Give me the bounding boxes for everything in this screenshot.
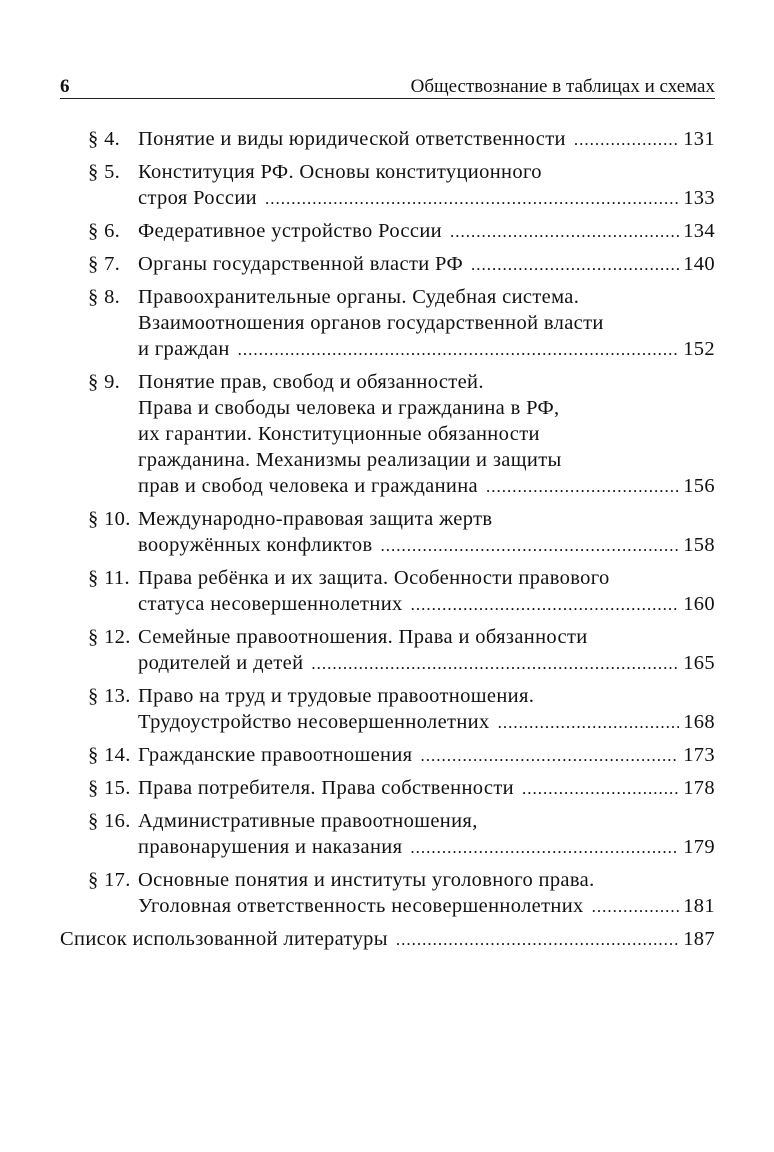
dot-leader: [486, 474, 679, 500]
section-number: § 11.: [88, 567, 130, 589]
toc-page-number: 131: [683, 128, 715, 150]
dot-leader: [238, 337, 680, 363]
toc-page-number: 140: [683, 253, 715, 275]
section-number: § 6.: [88, 220, 121, 242]
section-number: § 9.: [88, 371, 121, 393]
toc-entry-title: правонарушения и наказания: [138, 836, 403, 858]
toc-entry-body: [138, 218, 715, 245]
toc-entry-title: и граждан: [138, 338, 230, 360]
dot-leader: [471, 252, 679, 278]
toc-entry-line: их гарантии. Конституционные обязанности: [138, 423, 540, 445]
toc-entry[interactable]: [88, 284, 715, 363]
dot-leader: [522, 776, 679, 802]
toc-entry-title: Уголовная ответственность несовершеннолетних: [138, 895, 584, 917]
toc-entry-title: Список использованной литературы: [60, 928, 388, 950]
dot-leader: [450, 219, 679, 245]
toc-entry[interactable]: [88, 251, 715, 278]
toc-entry[interactable]: [88, 565, 715, 618]
dot-leader: [498, 710, 680, 736]
toc-entry-body: [138, 251, 715, 278]
toc-entry-title: Гражданские правоотношения: [138, 744, 413, 766]
toc-entry-line: Административные правоотношения,: [138, 810, 478, 832]
toc-entry-line: гражданина. Механизмы реализации и защиты: [138, 449, 562, 471]
toc-entry[interactable]: [88, 218, 715, 245]
toc-entry-title: Органы государственной власти РФ: [138, 253, 463, 275]
dot-leader: [574, 127, 679, 153]
dot-leader: [265, 186, 679, 212]
toc-entry[interactable]: [88, 624, 715, 677]
toc-entry-title: Федеративное устройство России: [138, 220, 442, 242]
running-title: Обществознание в таблицах и схемах: [410, 76, 715, 97]
toc-entry-title: вооружённых конфликтов: [138, 534, 373, 556]
toc-entry[interactable]: [88, 742, 715, 769]
section-number: § 4.: [88, 128, 121, 150]
toc-entry-line: Понятие прав, свобод и обязанностей.: [138, 371, 484, 393]
toc-entry-title: строя России: [138, 187, 257, 209]
toc-entry[interactable]: [88, 683, 715, 736]
section-number: § 14.: [88, 744, 131, 766]
toc-entry-line: Права и свободы человека и гражданина в РФ,: [138, 397, 560, 419]
toc-entry-line: Семейные правоотношения. Права и обязанности: [138, 626, 588, 648]
toc-page-number: 165: [683, 652, 715, 674]
dot-leader: [380, 533, 679, 559]
toc-page-number: 187: [683, 928, 715, 950]
dot-leader: [411, 592, 680, 618]
section-number: § 12.: [88, 626, 131, 648]
toc-page-number: 168: [683, 711, 715, 733]
toc-page-number: 181: [683, 895, 715, 917]
toc-page-number: 133: [683, 187, 715, 209]
page-header: [60, 72, 715, 99]
toc-entry-title: прав и свобод человека и гражданина: [138, 475, 478, 497]
toc-entry-body: [138, 683, 715, 736]
section-number: § 17.: [88, 869, 131, 891]
toc-entry-title: статуса несовершеннолетних: [138, 593, 403, 615]
section-number: § 8.: [88, 286, 121, 308]
toc-entry-body: [138, 624, 715, 677]
toc-entry-title: родителей и детей: [138, 652, 304, 674]
toc-page-number: 158: [683, 534, 715, 556]
toc-entry[interactable]: [88, 775, 715, 802]
toc-entry[interactable]: [88, 867, 715, 920]
section-number: § 7.: [88, 253, 121, 275]
dot-leader: [410, 835, 679, 861]
toc-entry-line: Право на труд и трудовые правоотношения.: [138, 685, 535, 707]
section-number: § 13.: [88, 685, 131, 707]
toc-entry-body: [138, 284, 715, 363]
toc-page-number: 173: [683, 744, 715, 766]
toc-page-number: 156: [683, 475, 715, 497]
toc-entry-body: [138, 159, 715, 212]
dot-leader: [592, 894, 680, 920]
toc-entry-line: Правоохранительные органы. Судебная система.: [138, 286, 580, 308]
toc-page-number: 160: [683, 593, 715, 615]
toc-entry[interactable]: [88, 369, 715, 500]
toc-entry-body: [138, 808, 715, 861]
toc-page-number: 178: [683, 777, 715, 799]
toc-page-number: 179: [683, 836, 715, 858]
section-number: § 5.: [88, 161, 121, 183]
toc-page-number: 134: [683, 220, 715, 242]
section-number: § 10.: [88, 508, 131, 530]
page-number: 6: [60, 76, 70, 97]
dot-leader: [420, 743, 679, 769]
toc-entry-line: Взаимоотношения органов государственной власти: [138, 312, 604, 334]
toc-entry-bibliography[interactable]: [60, 926, 715, 953]
dot-leader: [311, 651, 679, 677]
toc-entry-body: [138, 565, 715, 618]
toc-entry[interactable]: [88, 808, 715, 861]
toc-entry-line: Международно-правовая защита жертв: [138, 508, 493, 530]
dot-leader: [396, 927, 679, 953]
toc-entry-line: Конституция РФ. Основы конституционного: [138, 161, 542, 183]
table-of-contents: [88, 126, 715, 926]
section-number: § 16.: [88, 810, 131, 832]
section-number: § 15.: [88, 777, 131, 799]
toc-entry-line: Основные понятия и институты уголовного права.: [138, 869, 595, 891]
toc-entry[interactable]: [88, 506, 715, 559]
toc-entry[interactable]: [88, 126, 715, 153]
toc-entry-title: Трудоустройство несовершеннолетних: [138, 711, 490, 733]
toc-page-number: 152: [683, 338, 715, 360]
toc-entry-body: [138, 775, 715, 802]
toc-entry-body: [138, 506, 715, 559]
toc-entry-title: Понятие и виды юридической ответственности: [138, 128, 566, 150]
toc-entry-body: [138, 867, 715, 920]
toc-entry-line: Права ребёнка и их защита. Особенности правового: [138, 567, 610, 589]
toc-entry-body: [138, 369, 715, 500]
toc-entry[interactable]: [88, 159, 715, 212]
toc-entry-body: [138, 742, 715, 769]
toc-entry-title: Права потребителя. Права собственности: [138, 777, 514, 799]
toc-entry-body: [138, 126, 715, 153]
